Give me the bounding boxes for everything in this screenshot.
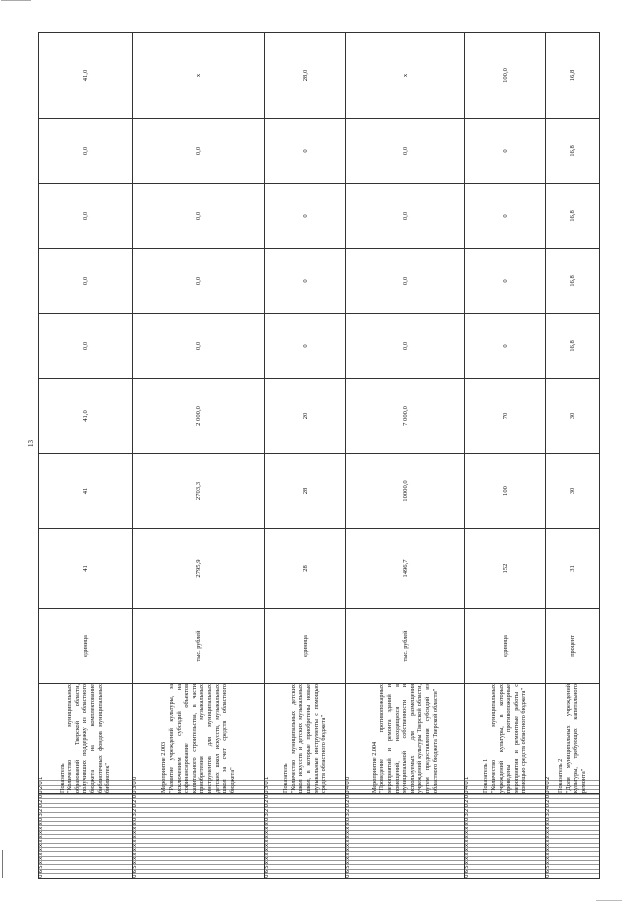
value-cell: x (132, 33, 265, 119)
value-cell: 70 (465, 379, 545, 454)
code-digit: 0 (465, 780, 544, 785)
code-digit: 4 (465, 785, 544, 790)
code-digit: 0 (346, 780, 465, 785)
code-digit: 0 (546, 780, 599, 785)
code-digit: 5 (346, 864, 465, 869)
code-digit: 4 (346, 785, 465, 790)
unit-of-measure: единица (39, 609, 133, 684)
code-digit: x (39, 834, 132, 838)
value-cell: 0,0 (345, 249, 465, 314)
code-digit: x (465, 856, 544, 860)
code-digit: x (546, 821, 599, 825)
code-digit: 0 (133, 817, 265, 822)
code-digit: x (39, 851, 132, 855)
code-digit: 6 (133, 869, 265, 874)
code-digit: 2 (546, 798, 599, 803)
value-cell: 0 (465, 119, 545, 184)
value-cell: 0,0 (39, 249, 133, 314)
value-cell: 20 (265, 379, 345, 454)
value-cell: 31 (545, 529, 599, 609)
code-digit: 3 (346, 812, 465, 817)
code-digit: x (265, 821, 344, 825)
indicator-name: Показатель "Количество муниципальных образований Тверской области, получивших поддержку из областного бюджета на комплектование библиотечных фондов муниципальных библиотек" (39, 684, 133, 794)
code-digit: x (265, 830, 344, 834)
code-digit: 1 (264, 776, 271, 781)
code-digit: 1 (38, 776, 44, 781)
code-digit: x (39, 843, 132, 847)
code-digit: 3 (546, 812, 599, 817)
code-digit: 0 (546, 873, 599, 878)
code-digit: x (265, 838, 344, 842)
code-digit: 2 (133, 808, 265, 813)
code-digit: x (133, 826, 265, 830)
value-cell: 0,0 (345, 314, 465, 379)
value-cell: 0,0 (132, 249, 265, 314)
code-digit: 2 (265, 808, 344, 813)
code-digit: x (39, 830, 132, 834)
page-number: 13 (27, 440, 35, 447)
value-cell: 41 (39, 454, 133, 529)
indicator-name: Показатель 2 "Доля муниципальных учреждений культуры, требующих капитального ремонта" (545, 684, 599, 794)
code-digit: 2 (465, 798, 544, 803)
code-digit: x (346, 834, 465, 838)
value-cell: 100,0 (465, 33, 545, 119)
code-digit: x (346, 860, 465, 864)
code-digit: x (346, 830, 465, 834)
value-cell: 0 (465, 184, 545, 249)
code-digit: 2 (546, 808, 599, 813)
value-cell: 0,0 (132, 314, 265, 379)
classification-code (38, 776, 133, 879)
table-row (545, 33, 599, 879)
value-cell: 0 (265, 119, 345, 184)
code-digit: 6 (39, 869, 132, 874)
value-cell: 0,0 (39, 184, 133, 249)
value-cell: 30 (545, 379, 599, 454)
code-digit: x (346, 838, 465, 842)
code-digit: 0 (133, 789, 265, 794)
code-digit: 3 (465, 812, 544, 817)
code-digit: 0 (465, 873, 544, 878)
code-digit: 0 (133, 780, 265, 785)
value-cell: 0,0 (132, 184, 265, 249)
code-digit: x (265, 843, 344, 847)
value-cell: 0,0 (345, 184, 465, 249)
code-digit: x (465, 830, 544, 834)
code-digit: 0 (265, 817, 344, 822)
code-digit: 0 (346, 873, 465, 878)
value-cell: 0 (465, 249, 545, 314)
value-cell: 16,8 (545, 314, 599, 379)
code-digit: x (346, 826, 465, 830)
value-cell: 16,8 (545, 119, 599, 184)
code-digit: 6 (265, 869, 344, 874)
value-cell: 1496,7 (345, 529, 465, 609)
unit-of-measure: тыс. рублей (132, 609, 265, 684)
code-digit: 2 (39, 785, 132, 790)
table-row (265, 33, 345, 879)
table-body (39, 33, 600, 879)
value-cell: 2795,9 (132, 529, 265, 609)
code-digit: x (546, 860, 599, 864)
code-digit: 2 (39, 808, 132, 813)
code-digit: 5 (465, 864, 544, 869)
code-digit: 5 (546, 864, 599, 869)
value-cell: 0 (265, 249, 345, 314)
value-cell: 0 (465, 314, 545, 379)
code-digit: x (265, 826, 344, 830)
code-digit: 2 (265, 798, 344, 803)
code-digit: x (133, 860, 265, 864)
code-digit: 1 (464, 776, 471, 781)
value-cell: 28 (265, 529, 345, 609)
value-cell: 16,8 (545, 184, 599, 249)
code-digit: 3 (265, 812, 344, 817)
code-digit: x (546, 826, 599, 830)
value-cell: 16,8 (545, 249, 599, 314)
value-cell: 2703,3 (132, 454, 265, 529)
indicator-name: Мероприятие 2.003 "Развитие учреждений культуры, за исключением субсидий на софинансирование объектов капитального строительства, в части приобретения музыкальных инструментов для муниципальных детских школ искусств, музыкальных школ за счет средств областного бюджета" (132, 684, 265, 794)
table-row (345, 33, 465, 879)
code-digit: 2 (544, 776, 551, 781)
value-cell: 41,0 (39, 33, 133, 119)
code-digit: x (133, 834, 265, 838)
code-digit: 0 (131, 776, 138, 781)
code-digit: x (39, 838, 132, 842)
code-digit: 0 (546, 789, 599, 794)
value-cell: 2 000,0 (132, 379, 265, 454)
indicator-name: Показатель 1 "Количество муниципальных учреждений культуры, в которых проведены противопожарные мероприятия и ремонтные работы с помощью средств областного бюджета" (465, 684, 545, 794)
code-digit: x (465, 843, 544, 847)
value-cell: 41,0 (39, 379, 133, 454)
code-digit: 0 (265, 780, 344, 785)
code-digit: 0 (39, 817, 132, 822)
code-digit: x (39, 847, 132, 851)
code-digit: x (546, 856, 599, 860)
code-digit: x (546, 838, 599, 842)
code-digit: 0 (546, 803, 599, 808)
code-digit: x (346, 821, 465, 825)
code-digit: x (546, 830, 599, 834)
code-digit: x (265, 860, 344, 864)
classification-code (344, 776, 465, 879)
code-digit: 5 (133, 864, 265, 869)
code-digit: 0 (265, 789, 344, 794)
code-digit: 2 (39, 798, 132, 803)
value-cell: 28 (265, 454, 345, 529)
code-digit: 0 (465, 803, 544, 808)
code-digit: x (546, 851, 599, 855)
code-digit: 6 (546, 869, 599, 874)
code-digit: x (265, 851, 344, 855)
code-digit: x (465, 860, 544, 864)
classification-code (264, 776, 345, 879)
code-digit: 0 (346, 789, 465, 794)
code-digit: x (39, 821, 132, 825)
scan-edge-mark (1, 0, 31, 1)
code-digit: x (346, 843, 465, 847)
code-digit: 2 (346, 808, 465, 813)
code-digit: 0 (39, 873, 132, 878)
value-cell: 0 (265, 314, 345, 379)
code-digit: 2 (346, 798, 465, 803)
code-digit: x (39, 860, 132, 864)
code-digit: 0 (265, 803, 344, 808)
code-digit: 3 (265, 785, 344, 790)
code-digit: 0 (39, 789, 132, 794)
table-row (39, 33, 133, 879)
code-digit: 6 (346, 869, 465, 874)
code-digit: x (546, 843, 599, 847)
indicator-name: Мероприятие 2.004 "Проведение противопожарных мероприятий и ремонта зданий и помещений, находящихся в муниципальной собственности и используемых для размещения учреждений культуры Тверской области, путем предоставления субсидий из областного бюджета Тверской области" (345, 684, 465, 794)
value-cell: 152 (465, 529, 545, 609)
scan-bottom-mark (596, 900, 622, 901)
code-digit: x (465, 826, 544, 830)
code-digit: x (133, 843, 265, 847)
code-digit: x (465, 838, 544, 842)
code-digit: x (465, 834, 544, 838)
classification-code (131, 776, 265, 879)
code-digit: 0 (546, 817, 599, 822)
code-digit: 2 (465, 808, 544, 813)
value-cell: 30 (545, 454, 599, 529)
code-digit: 0 (465, 794, 544, 799)
code-digit: x (133, 851, 265, 855)
code-digit: 0 (346, 817, 465, 822)
code-digit: 0 (346, 803, 465, 808)
code-digit: x (465, 847, 544, 851)
classification-code (544, 776, 599, 879)
code-digit: 3 (133, 785, 265, 790)
code-digit: x (133, 847, 265, 851)
value-cell: 0,0 (132, 119, 265, 184)
code-digit: x (346, 847, 465, 851)
code-digit: 0 (465, 789, 544, 794)
scan-margin-mark (2, 850, 3, 878)
code-digit: x (346, 856, 465, 860)
code-digit: 0 (133, 794, 265, 799)
program-indicators-table (38, 32, 600, 879)
code-digit: x (346, 851, 465, 855)
value-cell: x (345, 33, 465, 119)
code-digit: x (133, 830, 265, 834)
code-digit: x (133, 821, 265, 825)
code-digit: x (133, 838, 265, 842)
value-cell: 0,0 (345, 119, 465, 184)
code-digit: 0 (546, 794, 599, 799)
unit-of-measure: единица (465, 609, 545, 684)
code-digit: 0 (39, 794, 132, 799)
code-digit: 0 (465, 817, 544, 822)
code-digit: x (39, 826, 132, 830)
code-digit: 0 (133, 803, 265, 808)
value-cell: 16,8 (545, 33, 599, 119)
code-digit: 0 (265, 794, 344, 799)
value-cell: 100 (465, 454, 545, 529)
code-digit: x (265, 847, 344, 851)
code-digit: x (465, 851, 544, 855)
value-cell: 0 (265, 184, 345, 249)
value-cell: 41 (39, 529, 133, 609)
unit-of-measure: единица (265, 609, 345, 684)
table-row (132, 33, 265, 879)
code-digit: x (39, 856, 132, 860)
code-digit: x (465, 821, 544, 825)
code-digit: x (546, 834, 599, 838)
code-digit: 3 (39, 812, 132, 817)
code-digit: x (133, 856, 265, 860)
code-digit: x (265, 856, 344, 860)
code-digit: 0 (344, 776, 351, 781)
code-digit: 2 (133, 798, 265, 803)
code-digit: x (265, 834, 344, 838)
value-cell: 7 000,0 (345, 379, 465, 454)
value-cell: 0,0 (39, 314, 133, 379)
code-digit: 5 (39, 864, 132, 869)
value-cell: 10000,0 (345, 454, 465, 529)
code-digit: 0 (133, 873, 265, 878)
indicator-name: Показатель "Количество муниципальных детских школ искусств и детских музыкальных школ, в которые приобретены новые музыкальные инструменты с помощью средств областного бюджета" (265, 684, 345, 794)
value-cell: 28,0 (265, 33, 345, 119)
classification-code (464, 776, 545, 879)
code-digit: 0 (346, 794, 465, 799)
code-digit: 0 (39, 803, 132, 808)
code-digit: 0 (265, 873, 344, 878)
table-row (465, 33, 545, 879)
unit-of-measure: тыс. рублей (345, 609, 465, 684)
code-digit: 5 (265, 864, 344, 869)
unit-of-measure: процент (545, 609, 599, 684)
code-digit: 3 (133, 812, 265, 817)
code-digit: x (546, 847, 599, 851)
code-digit: 0 (39, 780, 132, 785)
code-digit: 4 (546, 785, 599, 790)
value-cell: 0,0 (39, 119, 133, 184)
rotated-table-container (38, 33, 600, 879)
code-digit: 6 (465, 869, 544, 874)
